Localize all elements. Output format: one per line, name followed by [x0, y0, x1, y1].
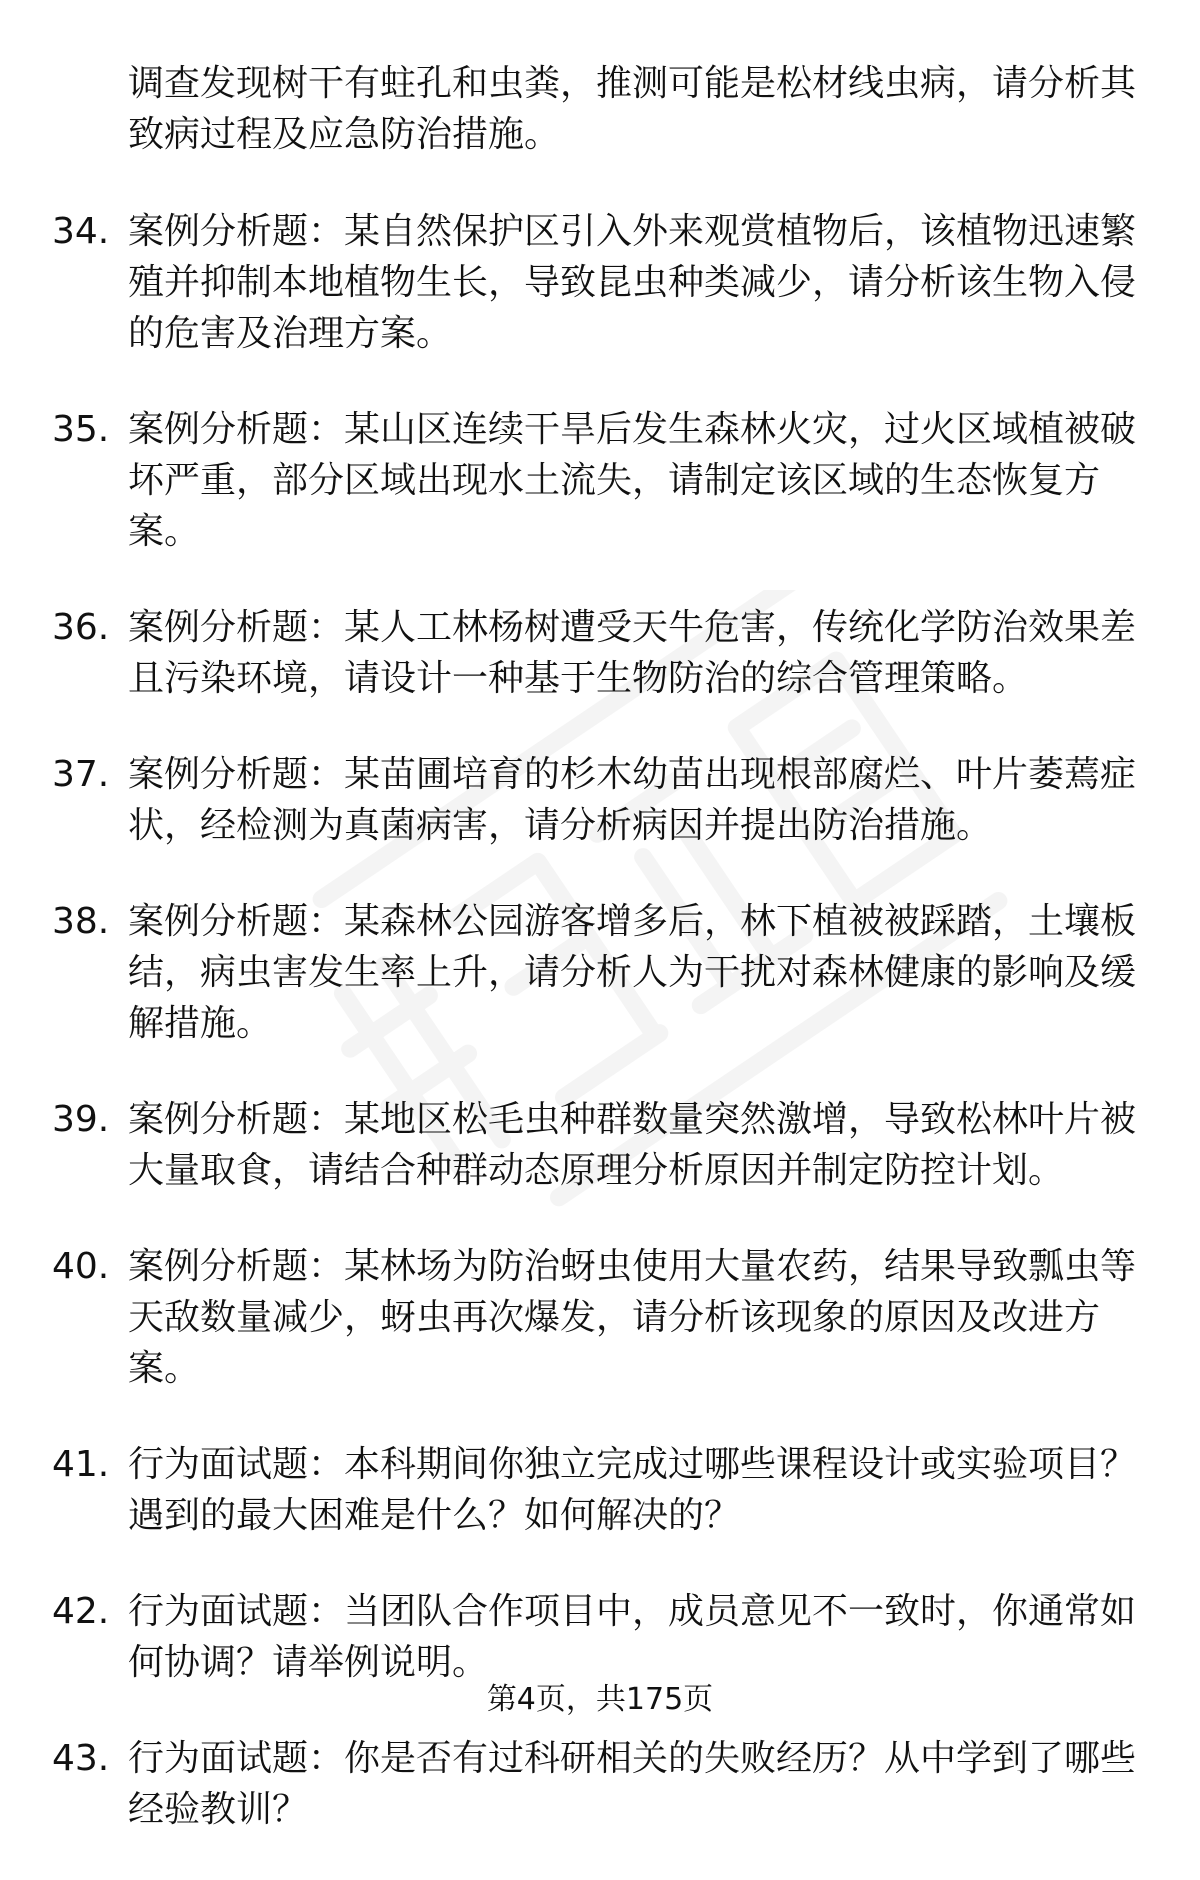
- question-text: 案例分析题：某人工林杨树遭受天牛危害，传统化学防治效果差且污染环境，请设计一种基于生物防治的综合管理策略。: [128, 607, 1137, 699]
- question-text: 案例分析题：某山区连续干旱后发生森林火灾，过火区域植被破坏严重，部分区域出现水土流失，请制定该区域的生态恢复方案。: [128, 409, 1137, 552]
- question-text: 案例分析题：某林场为防治蚜虫使用大量农药，结果导致瓢虫等天敌数量减少，蚜虫再次爆发，请分析该现象的原因及改进方案。: [128, 1246, 1137, 1389]
- question-number: 41.: [52, 1444, 110, 1485]
- question-number: 42.: [52, 1591, 110, 1632]
- question-number: 43.: [52, 1738, 110, 1779]
- page-footer: [0, 1680, 1200, 1720]
- question-continuation: [52, 58, 1150, 160]
- question-item-39: [52, 1094, 1150, 1196]
- question-text: 案例分析题：某森林公园游客增多后，林下植被被踩踏，土壤板结，病虫害发生率上升，请分析人为干扰对森林健康的影响及缓解措施。: [128, 901, 1137, 1044]
- question-text: 行为面试题：当团队合作项目中，成员意见不一致时，你通常如何协调？请举例说明。: [128, 1591, 1137, 1683]
- question-number: 34.: [52, 211, 110, 252]
- question-number: 38.: [52, 901, 110, 942]
- question-item-35: [52, 404, 1150, 557]
- question-item-36: [52, 602, 1150, 704]
- question-item-37: [52, 749, 1150, 851]
- question-list: [52, 58, 1150, 1880]
- question-text: 行为面试题：本科期间你独立完成过哪些课程设计或实验项目？遇到的最大困难是什么？如何解决的？: [128, 1444, 1137, 1536]
- question-text: 调查发现树干有蛀孔和虫粪，推测可能是松材线虫病，请分析其致病过程及应急防治措施。: [128, 63, 1137, 155]
- question-number: 37.: [52, 754, 110, 795]
- page-indicator: 第4页，共175页: [486, 1682, 714, 1717]
- question-item-34: [52, 206, 1150, 359]
- question-number: 39.: [52, 1099, 110, 1140]
- question-text: 案例分析题：某苗圃培育的杉木幼苗出现根部腐烂、叶片萎蔫症状，经检测为真菌病害，请分析病因并提出防治措施。: [128, 754, 1137, 846]
- question-number: 35.: [52, 409, 110, 450]
- question-text: 案例分析题：某地区松毛虫种群数量突然激增，导致松林叶片被大量取食，请结合种群动态原理分析原因并制定防控计划。: [128, 1099, 1137, 1191]
- question-item-38: [52, 896, 1150, 1049]
- question-item-41: [52, 1439, 1150, 1541]
- question-text: 案例分析题：某自然保护区引入外来观赏植物后，该植物迅速繁殖并抑制本地植物生长，导致昆虫种类减少，请分析该生物入侵的危害及治理方案。: [128, 211, 1137, 354]
- question-item-42: [52, 1586, 1150, 1688]
- question-text: 行为面试题：你是否有过科研相关的失败经历？从中学到了哪些经验教训？: [128, 1738, 1137, 1830]
- question-number: 40.: [52, 1246, 110, 1287]
- question-number: 36.: [52, 607, 110, 648]
- question-item-40: [52, 1241, 1150, 1394]
- question-item-43: [52, 1733, 1150, 1835]
